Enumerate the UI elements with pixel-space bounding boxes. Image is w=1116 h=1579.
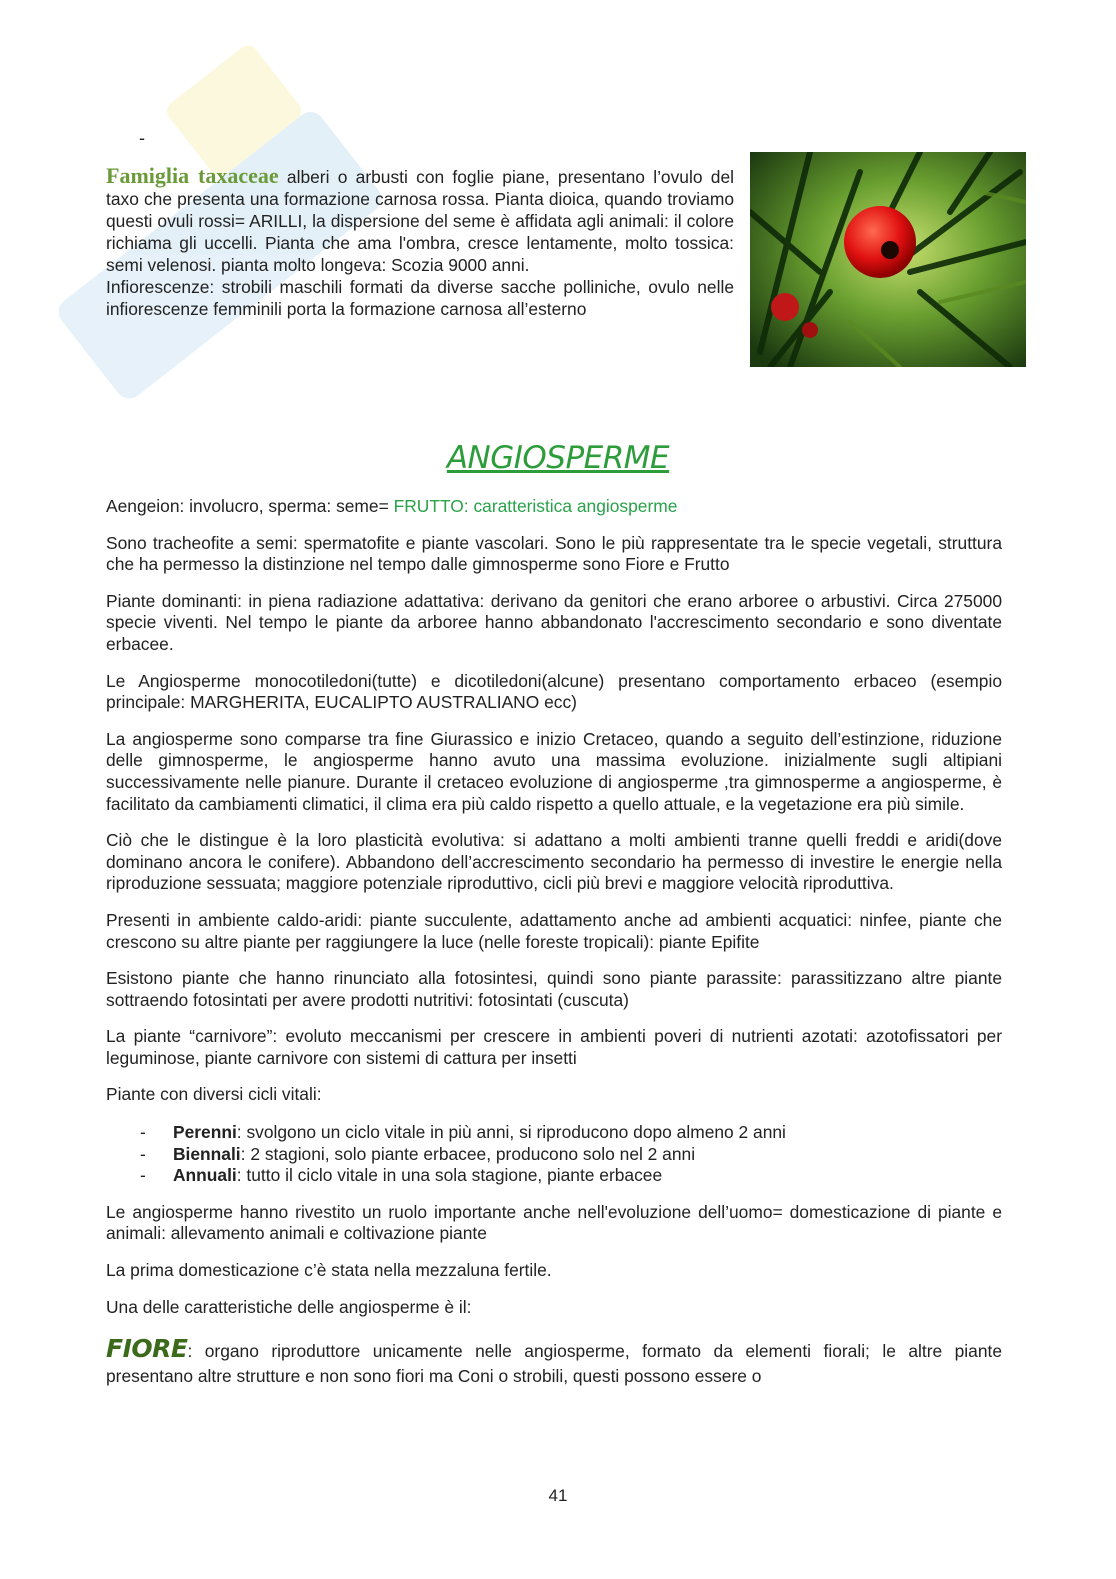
paragraph: La piante “carnivore”: evoluto meccanismi per crescere in ambienti poveri di nutrienti azotati: azotofissatori per leguminose, piante carnivore con sistemi di cattura per insetti	[106, 1026, 1002, 1068]
list-item	[106, 1165, 1002, 1187]
angiosperme-body	[106, 496, 1002, 1404]
paragraph: Le Angiosperme monocotiledoni(tutte) e dicotiledoni(alcune) presentano comportamento erbaceo (esempio principale: MARGHERITA, EUCALIPTO AUSTRALIANO ecc)	[106, 670, 1002, 713]
list-dash: -	[140, 1122, 146, 1143]
list-desc: : tutto il ciclo vitale in una sola stagione, piante erbacee	[236, 1165, 663, 1186]
list-dash: -	[139, 128, 145, 148]
paragraph: Presenti in ambiente caldo-aridi: piante succulente, adattamento anche ad ambienti acquatici: ninfee, piante che crescono su altre piante per raggiungere la luce (nelle foreste tropicali): piante Epifite	[106, 909, 1002, 952]
list-dash: -	[140, 1165, 146, 1186]
taxaceae-title: Famiglia taxaceae	[106, 163, 279, 188]
paragraph: Sono tracheofite a semi: spermatofite e piante vascolari. Sono le più rappresentate tra le specie vegetali, struttura che ha permesso la distinzione nel tempo dalle gimnosperme sono Fiore e Frutto	[106, 532, 1002, 575]
paragraph: La angiosperme sono comparse tra fine Giurassico e inizio Cretaceo, quando a seguito dell’estinzione, riduzione delle gimnosperme, le angiosperme hanno avuto una massima evoluzione. inizialmente sugli altipiani successivamente nelle pianure. Durante il cretaceo evoluzione di angiosperme ,tra gimnosperme a angiosperme, è facilitato da cambiamenti climatici, il clima era più caldo rispetto a quello attuale, e la vegetazione era più simile.	[106, 728, 1002, 814]
paragraph: Esistono piante che hanno rinunciato alla fotosintesi, quindi sono piante parassite: parassitizzano altre piante sottraendo fotosintati per avere prodotti nutritivi: fotosintati (cuscuta)	[106, 968, 1002, 1010]
paragraph: Piante dominanti: in piena radiazione adattativa: derivano da genitori che erano arboree o arbustivi. Circa 275000 specie viventi. Nel tempo le piante da arboree hanno abbandonato l'accrescimento secondario e sono diventate erbacee.	[106, 590, 1002, 654]
fiore-title: FIORE	[106, 1334, 188, 1364]
taxaceae-section	[106, 165, 734, 320]
life-cycle-list	[106, 1122, 1002, 1187]
etymology-text: Aengeion: involucro, sperma: seme=	[106, 496, 394, 516]
fiore-text: : organo riproduttore unicamente nelle angiosperme, formato da elementi fiorali; le altre piante presentano altre strutture e non sono fiori ma Coni o strobili, questi possono essere o	[106, 1341, 1002, 1387]
paragraph: La prima domesticazione c’è stata nella mezzaluna fertile.	[106, 1260, 552, 1281]
taxaceae-inflorescence-text: Infiorescenze: strobili maschili formati da diverse sacche polliniche, ovulo nelle infiorescenze femminili porta la formazione carnosa all’esterno	[106, 277, 734, 319]
list-item	[106, 1122, 1002, 1144]
paragraph: Una delle caratteristiche delle angiosperme è il:	[106, 1296, 472, 1317]
paragraph: Piante con diversi cicli vitali:	[106, 1084, 322, 1105]
angiosperme-heading: ANGIOSPERME	[446, 440, 670, 476]
fiore-paragraph	[106, 1336, 1002, 1389]
list-term: Perenni	[173, 1122, 237, 1143]
angiosperme-heading-wrap	[0, 440, 1116, 476]
taxaceae-text: alberi o arbusti con foglie piane, presentano l’ovulo del taxo che presenta una formazione carnosa rossa. Pianta dioica, quando troviamo questi ovuli rossi= ARILLI, la dispersione del seme è affidata agli animali: il colore richiama gli uccelli. Pianta che ama l'ombra, cresce lentamente, molto tossica: semi velenosi. pianta molto longeva: Scozia 9000 anni.	[106, 167, 734, 275]
etymology-paragraph	[106, 496, 1002, 518]
list-dash: -	[140, 1143, 146, 1164]
list-desc: : 2 stagioni, solo piante erbacee, producono solo nel 2 anni	[240, 1143, 696, 1164]
list-term: Biennali	[173, 1143, 241, 1164]
list-term: Annuali	[173, 1165, 237, 1186]
paragraph: Le angiosperme hanno rivestito un ruolo importante anche nell'evoluzione dell’uomo= domesticazione di piante e animali: allevamento animali e coltivazione piante	[106, 1201, 1002, 1244]
paragraph: Ciò che le distingue è la loro plasticità evolutiva: si adattano a molti ambienti tranne quelli freddi e aridi(dove dominano ancora le conifere). Abbandono dell’accrescimento secondario ha permesso di investire le energie nella riproduzione sessuata; maggiore potenziale riproduttivo, cicli più brevi e maggiore velocità riproduttiva.	[106, 830, 1002, 894]
taxus-berry-photo	[750, 152, 1026, 367]
page-number: 41	[548, 1486, 568, 1505]
frutto-highlight: FRUTTO: caratteristica angiosperme	[393, 496, 678, 516]
list-item	[106, 1144, 1002, 1166]
list-desc: : svolgono un ciclo vitale in più anni, si riproducono dopo almeno 2 anni	[236, 1122, 786, 1143]
